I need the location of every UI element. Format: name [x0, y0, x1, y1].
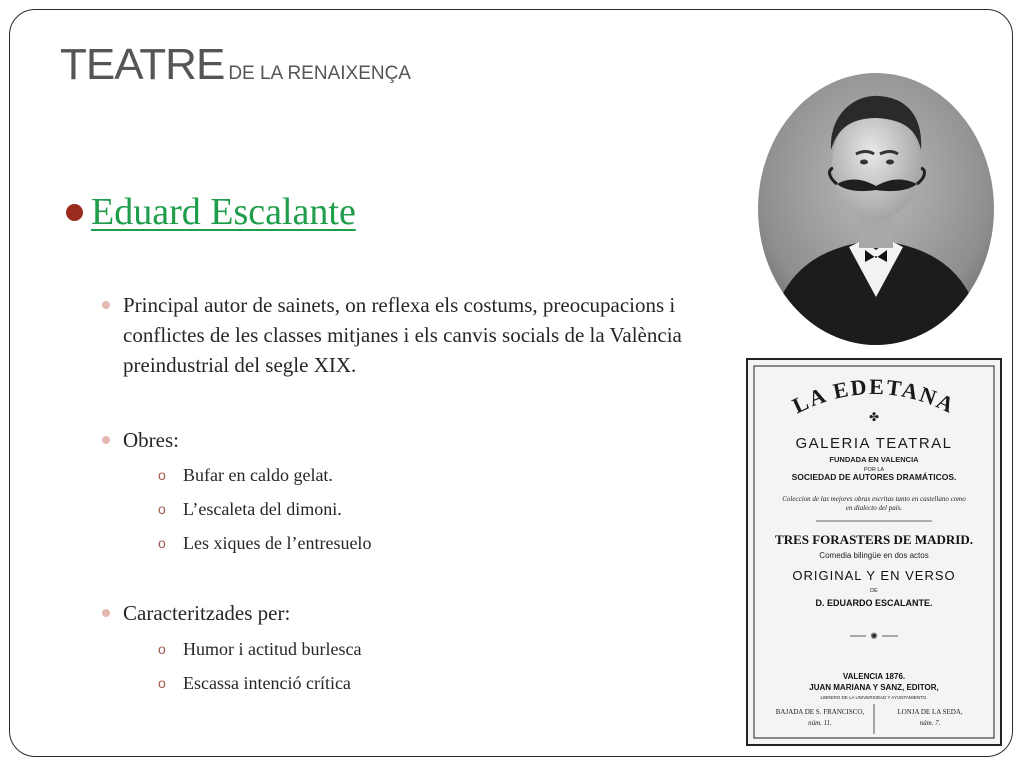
bullet-dot-icon [66, 204, 83, 221]
sub-bullet-icon: o [158, 467, 166, 483]
caract-label: Caracteritzades per: [123, 601, 291, 625]
poster-line4: POR LA [863, 467, 885, 473]
list-item [158, 636, 361, 662]
list-item [158, 496, 342, 522]
poster-line2: GALERIA TEATRAL [795, 435, 953, 452]
obres-bullet [102, 425, 179, 455]
poster-line5: SOCIEDAD DE AUTORES DRAMÁTICOS. [791, 472, 957, 482]
portrait-photo [757, 72, 995, 346]
poster-line14: LIBRERO DE LA UNIVERSIDAD Y AYUNTAMIENTO. [820, 695, 928, 700]
poster-line11: D. EDUARDO ESCALANTE. [815, 598, 933, 608]
list-item [158, 462, 333, 488]
poster-line15a: BAJADA DE S. FRANCISCO, [775, 708, 865, 716]
sub-bullet-icon: o [158, 641, 166, 657]
bullet-dot-icon [102, 436, 110, 444]
title-main: TEATRE [60, 40, 225, 89]
caract-item: Humor i actitud burlesca [183, 639, 362, 659]
obres-label: Obres: [123, 428, 179, 452]
obra-item: Les xiques de l’entresuelo [183, 533, 372, 553]
sub-bullet-icon: o [158, 675, 166, 691]
escalante-link[interactable]: Eduard Escalante [91, 191, 356, 233]
slide-title [60, 40, 411, 90]
poster-image [746, 358, 1002, 746]
poster-line6a: Coleccion de las mejores obras escritas tanto en castellano como [782, 495, 966, 503]
obra-item: L’escaleta del dimoni. [183, 499, 342, 519]
poster-line12: VALENCIA 1876. [842, 672, 906, 681]
obra-item: Bufar en caldo gelat. [183, 465, 333, 485]
poster-line1: LA EDETANA [788, 373, 960, 419]
poster-line9: ORIGINAL Y EN VERSO [792, 568, 956, 583]
poster-line15b: LONJA DE LA SEDA, [897, 708, 963, 716]
caract-bullet [102, 598, 290, 628]
sub-bullet-icon: o [158, 535, 166, 551]
poster-line3: FUNDADA EN VALENCIA [829, 455, 919, 464]
poster-line6b: en dialecto del país. [845, 504, 903, 512]
description-text: Principal autor de sainets, on reflexa els costums, preocupacions i conflictes de les classes mitjanes i els canvis socials de la València preindustrial del segle XIX. [123, 293, 682, 377]
main-bullet [66, 190, 356, 234]
poster-line8: Comedia bilingüe en dos actos [819, 551, 929, 560]
poster-line16a: núm. 11. [808, 719, 832, 727]
poster-line10: DE [870, 588, 878, 594]
svg-text:✤: ✤ [868, 410, 880, 424]
description-bullet [102, 290, 742, 380]
title-sub: DE LA RENAIXENÇA [228, 63, 411, 84]
sub-bullet-icon: o [158, 501, 166, 517]
poster-line13: JUAN MARIANA Y SANZ, EDITOR, [809, 683, 939, 692]
poster-line7: TRES FORASTERS DE MADRID. [775, 532, 973, 547]
list-item [158, 530, 371, 556]
poster-line16b: núm. 7. [919, 719, 941, 727]
svg-text:✺: ✺ [870, 631, 878, 641]
bullet-dot-icon [102, 301, 110, 309]
caract-item: Escassa intenció crítica [183, 673, 351, 693]
list-item [158, 670, 351, 696]
bullet-dot-icon [102, 609, 110, 617]
